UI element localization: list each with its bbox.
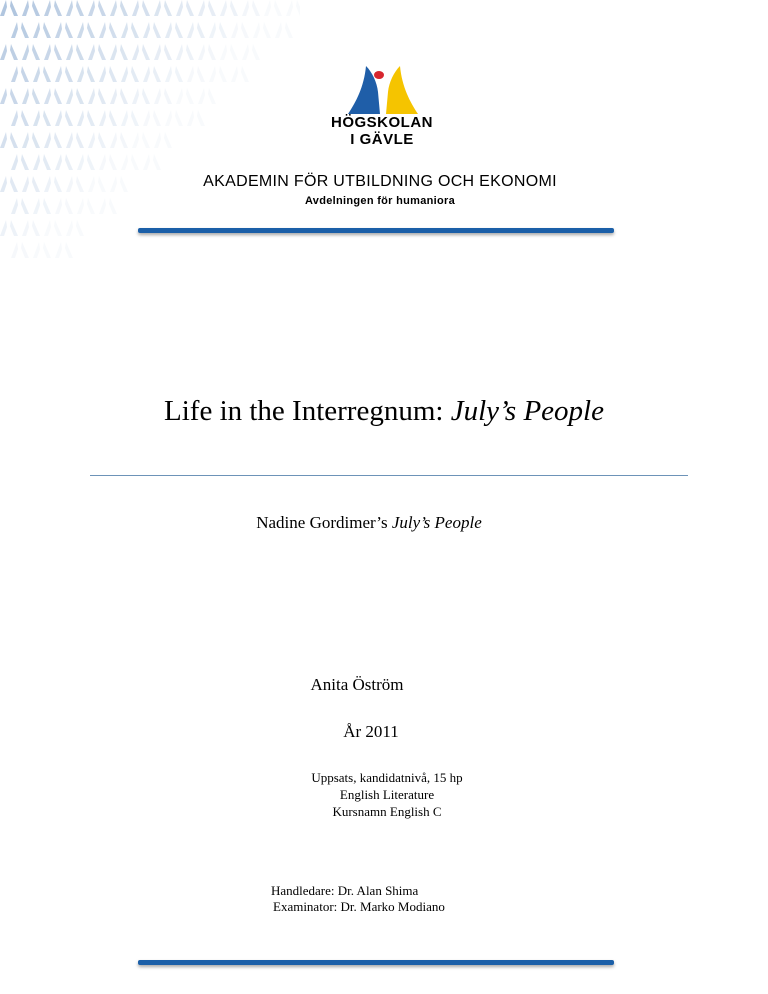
supervisor: Handledare: Dr. Alan Shima bbox=[271, 883, 419, 898]
university-name-line1: HÖGSKOLAN bbox=[331, 114, 433, 131]
level-line: Uppsats, kandidatnivå, 15 hp bbox=[311, 770, 463, 785]
course-line: Kursnamn English C bbox=[332, 804, 442, 819]
title-italic: July’s People bbox=[450, 395, 604, 427]
thesis-subtitle bbox=[0, 513, 738, 533]
top-divider-bar bbox=[138, 228, 614, 233]
year: År 2011 bbox=[343, 722, 399, 741]
subtitle-prefix: Nadine Gordimer’s bbox=[256, 513, 392, 532]
title-rule bbox=[90, 475, 688, 476]
author-name: Anita Öström bbox=[310, 675, 404, 694]
course-details bbox=[0, 769, 768, 820]
university-name-line2: I GÄVLE bbox=[350, 131, 414, 148]
division-heading: Avdelningen för humaniora bbox=[304, 195, 456, 207]
thesis-title bbox=[0, 395, 768, 428]
subtitle-italic: July’s People bbox=[391, 513, 482, 532]
subject-line: English Literature bbox=[339, 787, 435, 802]
title-main: Life in the Interregnum: bbox=[164, 395, 451, 427]
examiner: Examinator: Dr. Marko Modiano bbox=[273, 899, 445, 914]
supervision bbox=[271, 883, 445, 915]
bottom-divider-bar bbox=[138, 960, 614, 965]
academy-heading: AKADEMIN FÖR UTBILDNING OCH EKONOMI bbox=[203, 173, 557, 190]
